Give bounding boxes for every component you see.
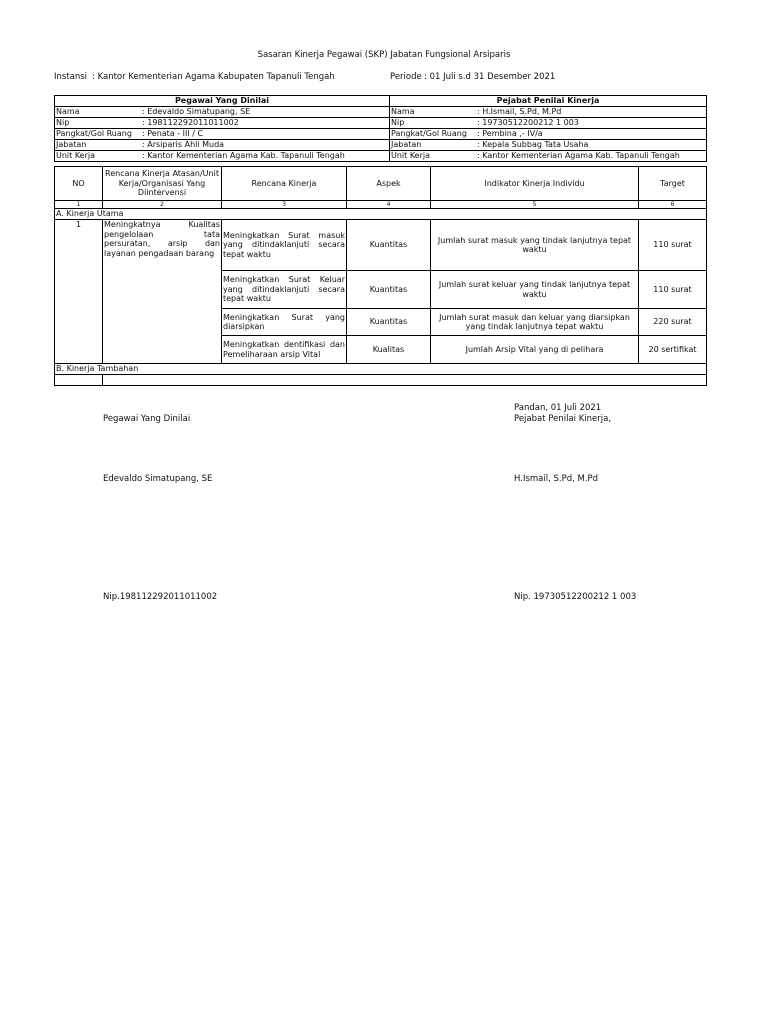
indikator-cell: Jumlah surat keluar yang tindak lanjutnya tepat waktu bbox=[431, 271, 639, 309]
left-row-unit: Unit Kerja : Kantor Kementerian Agama Kab. Tapanuli Tengah bbox=[55, 151, 390, 162]
target-cell: 20 sertifikat bbox=[639, 336, 707, 364]
aspek-cell: Kuantitas bbox=[347, 220, 431, 271]
rencana-cell: Meningkatkan dentifikasi dan Pemeliharaan arsip Vital bbox=[222, 336, 347, 364]
col-number: 5 bbox=[431, 201, 639, 209]
col-header-rencana: Rencana Kinerja bbox=[222, 167, 347, 201]
left-row-nama: Nama : Edevaldo Simatupang, SE bbox=[55, 107, 390, 118]
target-cell: 110 surat bbox=[639, 271, 707, 309]
periode-value: : 01 Juli s.d 31 Desember 2021 bbox=[424, 72, 556, 82]
col-header-rencana-atasan: Rencana Kinerja Atasan/Unit Kerja/Organisasi Yang Diintervensi bbox=[103, 167, 222, 201]
document-title: Sasaran Kinerja Pegawai (SKP) Jabatan Fungsional Arsiparis bbox=[257, 50, 511, 60]
right-row-pangkat: Pangkat/Gol Ruang : Pembina ,- IV/a bbox=[390, 129, 707, 140]
right-row-nip: Nip : 19730512200212 1 003 bbox=[390, 118, 707, 129]
col-number: 1 bbox=[55, 201, 103, 209]
sign-left-role: Pegawai Yang Dinilai bbox=[103, 414, 191, 424]
empty-cell bbox=[55, 375, 103, 386]
indikator-cell: Jumlah Arsip Vital yang di pelihara bbox=[431, 336, 639, 364]
target-cell: 110 surat bbox=[639, 220, 707, 271]
col-header-target: Target bbox=[639, 167, 707, 201]
section-a-label: A. Kinerja Utama bbox=[55, 209, 707, 220]
col-number: 4 bbox=[347, 201, 431, 209]
col-number: 3 bbox=[222, 201, 347, 209]
rencana-cell: Meningkatkan Surat yang diarsipkan bbox=[222, 309, 347, 336]
target-cell: 220 surat bbox=[639, 309, 707, 336]
left-row-pangkat: Pangkat/Gol Ruang : Penata - III / C bbox=[55, 129, 390, 140]
left-row-nip: Nip : 198112292011011002 bbox=[55, 118, 390, 129]
left-header: Pegawai Yang Dinilai bbox=[55, 96, 390, 107]
right-row-unit: Unit Kerja : Kantor Kementerian Agama Kab. Tapanuli Tengah bbox=[390, 151, 707, 162]
aspek-cell: Kuantitas bbox=[347, 309, 431, 336]
aspek-cell: Kualitas bbox=[347, 336, 431, 364]
col-header-aspek: Aspek bbox=[347, 167, 431, 201]
indikator-cell: Jumlah surat masuk yang tindak lanjutnya tepat waktu bbox=[431, 220, 639, 271]
identity-table bbox=[54, 95, 707, 162]
rencana-atasan-cell: Meningkatnya Kualitas pengelolaan tata persuratan, arsip dan layanan pengadaan barang bbox=[103, 220, 222, 364]
right-header: Pejabat Penilai Kinerja bbox=[390, 96, 707, 107]
sign-right-role: Pejabat Penilai Kinerja, bbox=[514, 414, 612, 424]
section-b-label: B. Kinerja Tambahan bbox=[55, 364, 707, 375]
sign-right-nip: Nip. 19730512200212 1 003 bbox=[514, 592, 637, 602]
sign-left-nip: Nip.198112292011011002 bbox=[103, 592, 218, 602]
instansi-label: Instansi bbox=[54, 72, 88, 82]
rencana-cell: Meningkatkan Surat masuk yang ditindaklanjuti secara tepat waktu bbox=[222, 220, 347, 271]
col-number: 2 bbox=[103, 201, 222, 209]
col-number: 6 bbox=[639, 201, 707, 209]
col-header-no: NO bbox=[55, 167, 103, 201]
col-header-indikator: Indikator Kinerja Individu bbox=[431, 167, 639, 201]
instansi-value: : Kantor Kementerian Agama Kabupaten Tapanuli Tengah bbox=[92, 72, 335, 82]
row-number: 1 bbox=[55, 220, 103, 364]
rencana-cell: Meningkatkan Surat Keluar yang ditindaklanjuti secara tepat waktu bbox=[222, 271, 347, 309]
indikator-cell: Jumlah surat masuk dan keluar yang diarsipkan yang tindak lanjutnya tepat waktu bbox=[431, 309, 639, 336]
performance-table bbox=[54, 166, 707, 386]
sign-left-name: Edevaldo Simatupang, SE bbox=[103, 474, 213, 484]
sign-right-name: H.Ismail, S.Pd, M.Pd bbox=[514, 474, 599, 484]
empty-cell bbox=[103, 375, 707, 386]
left-row-jabatan: Jabatan : Arsiparis Ahli Muda bbox=[55, 140, 390, 151]
aspek-cell: Kuantitas bbox=[347, 271, 431, 309]
right-row-nama: Nama : H.Ismail, S.Pd, M.Pd bbox=[390, 107, 707, 118]
sign-place-date: Pandan, 01 Juli 2021 bbox=[514, 403, 602, 413]
periode-label: Periode bbox=[390, 72, 422, 82]
right-row-jabatan: Jabatan : Kepala Subbag Tata Usaha bbox=[390, 140, 707, 151]
